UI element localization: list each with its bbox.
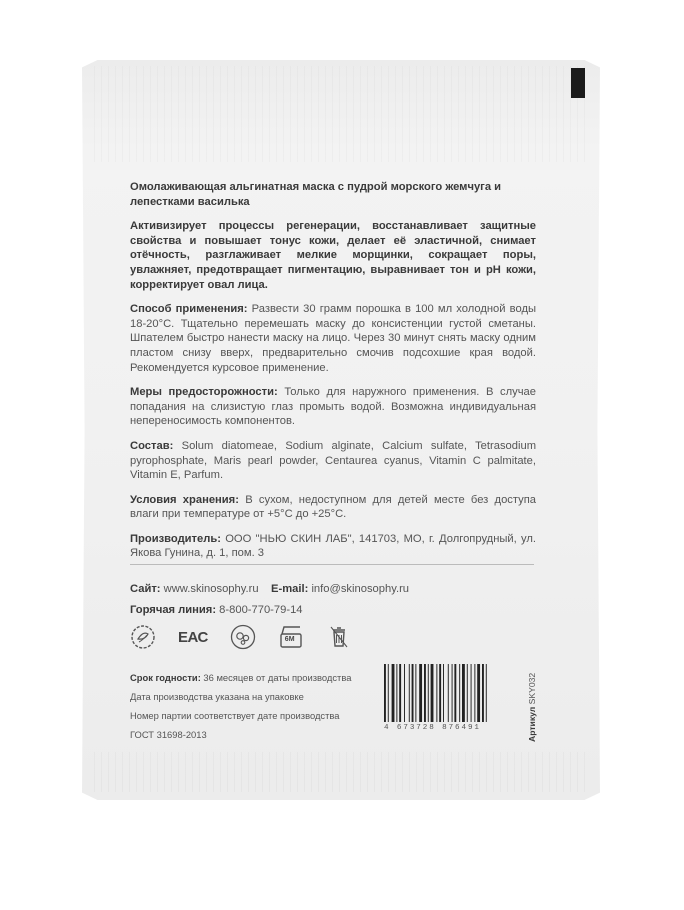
- section-manufacturer: [130, 532, 536, 561]
- barcode-bar: [424, 664, 426, 722]
- section-precautions: [130, 385, 536, 429]
- product-lead: Активизирует процессы регенерации, восстанавливает защитные свойства и повышает тонус кожи, делает её эластичной, снимает отёчность, разглаживает мелкие морщинки, сокращает поры, увлажняет, предотвращает пигментацию, выравнивает тон и pH кожи, корректирует овал лица.: [130, 220, 536, 291]
- barcode-bar: [477, 664, 480, 722]
- product-description: [130, 180, 536, 571]
- certification-icons: [130, 624, 352, 650]
- article-label: Артикул: [527, 706, 537, 742]
- section-text: Только для наружного применения. В случае попадания на слизистую глаз промыть водой. Возможна индивидуальная непереносимость компонентов.: [130, 386, 537, 428]
- barcode-bar: [404, 664, 405, 722]
- section-text: Развести 30 грамм порошка в 100 мл холодной воды 18-20°C. Тщательно перемешать маску до консистенции густой сметаны. Шпателем быстро нанести маску на лицо. Через 30 минут снять маску одним пластом снизу вверх, предварительно смочив подсохшие края водой. Рекомендуется курсовое применение.: [130, 303, 537, 374]
- barcode-bar: [428, 664, 429, 722]
- section-label: Состав:: [130, 439, 174, 452]
- section-text: В сухом, недоступном для детей месте без доступа влаги при температуре от +5°C до +25°C.: [130, 493, 537, 521]
- contacts-row-hotline: [130, 603, 409, 618]
- batch-note: Номер партии соответствует дате производства: [130, 710, 340, 721]
- barcode-bar: [459, 664, 460, 722]
- section-label: Условия хранения:: [130, 493, 239, 506]
- barcode-bar: [454, 664, 456, 722]
- section-ingredients: [130, 439, 536, 483]
- barcode-bar: [467, 664, 468, 722]
- barcode-bar: [409, 664, 410, 722]
- article-number: [527, 673, 537, 742]
- barcode-bar: [482, 664, 484, 722]
- section-label: Способ применения:: [130, 303, 248, 316]
- jar-months-label: 6M: [284, 636, 295, 643]
- barcode-bar: [452, 664, 453, 722]
- contacts-row-web: [130, 582, 409, 597]
- barcode-bar: [474, 664, 475, 722]
- barcode-bar: [388, 664, 389, 722]
- product-title: Омолаживающая альгинатная маска с пудрой морского жемчуга и лепестками василька: [130, 181, 502, 208]
- shelf-life-value: 36 месяцев от даты производства: [203, 672, 352, 683]
- section-label: Производитель:: [130, 532, 221, 545]
- barcode-bar: [486, 664, 487, 722]
- barcode-bar: [462, 664, 465, 722]
- barcode-bar: [419, 664, 422, 722]
- barcode-bar: [448, 664, 449, 722]
- expiry-info: [130, 668, 351, 744]
- opened-jar-6m-icon: [278, 625, 304, 649]
- shelf-life-label: Срок годности:: [130, 672, 201, 683]
- barcode-bar: [415, 664, 416, 722]
- recycle-bin-icon: [326, 624, 352, 650]
- barcode-bar: [439, 664, 441, 722]
- barcode-digits: 4 673728 876491: [384, 724, 481, 732]
- site-label: Сайт:: [130, 583, 161, 595]
- barcode-bar: [396, 664, 397, 722]
- eac-mark-icon: ЕАС: [178, 628, 208, 646]
- email-label: E-mail:: [271, 583, 309, 595]
- hotline-value: 8-800-770-79-14: [219, 604, 303, 616]
- barcode-bar: [412, 664, 414, 722]
- divider: [130, 564, 534, 565]
- barcode-bar: [443, 664, 444, 722]
- email-value: info@skinosophy.ru: [311, 583, 410, 595]
- eco-gear-icon: [130, 624, 156, 650]
- barcode-bar: [436, 664, 437, 722]
- bubbles-circle-icon: [230, 624, 256, 650]
- production-date-note: Дата производства указана на упаковке: [130, 691, 304, 702]
- section-text: Solum diatomeae, Sodium alginate, Calcium sulfate, Tetrasodium pyrophosphate, Maris pearl powder, Centaurea cyanus, Vitamin C palmitate, Vitamin E, Parfum.: [130, 439, 537, 482]
- hotline-label: Горячая линия:: [130, 604, 217, 616]
- barcode-bar: [392, 664, 395, 722]
- section-usage: [130, 302, 536, 375]
- section-storage: [130, 493, 536, 522]
- sachet-bottom-seal: [88, 752, 588, 792]
- article-value: SKY032: [527, 672, 537, 705]
- contacts-block: [130, 582, 409, 624]
- print-registration-mark: [571, 68, 585, 98]
- gost-standard: ГОСТ 31698-2013: [130, 729, 207, 740]
- barcode-bar: [471, 664, 472, 722]
- sachet-top-seal: [88, 66, 588, 162]
- section-label: Меры предосторожности:: [130, 386, 278, 399]
- barcode-bar: [384, 664, 386, 722]
- site-value: www.skinosophy.ru: [163, 583, 259, 595]
- shelf-life-line: [130, 668, 351, 687]
- section-text: ООО "НЬЮ СКИН ЛАБ", 141703, МО, г. Долгопрудный, ул. Якова Гунина, д. 1, пом. 3: [130, 532, 536, 560]
- barcode-bar: [431, 664, 434, 722]
- barcode-bar: [399, 664, 401, 722]
